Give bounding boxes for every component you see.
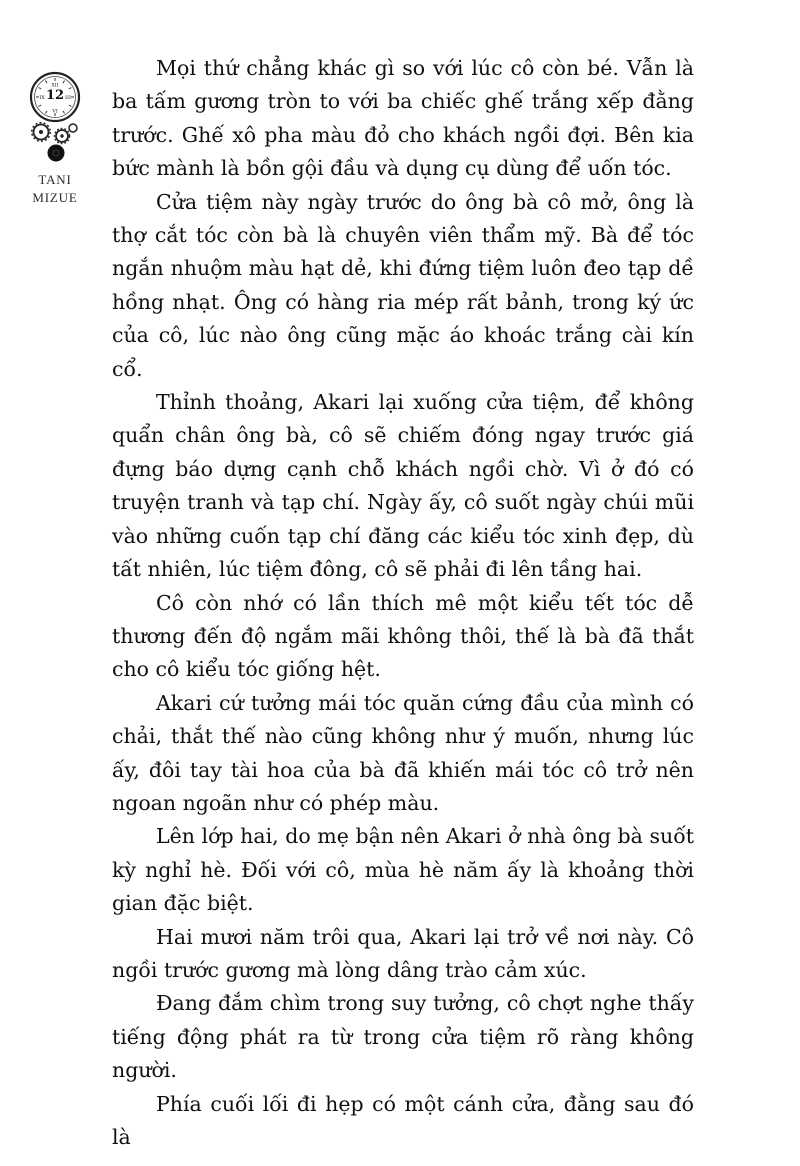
paragraph: Cửa tiệm này ngày trước do ông bà cô mở, ông là thợ cắt tóc còn bà là chuyên viên thẩm mỹ. Bà để tóc ngắn nhuộm màu hạt dẻ, khi đứng tiệm luôn đeo tạp dề hồng nhạt. Ông có hàng ria mép rất bảnh, trong ký ức của cô, lúc nào ông cũng mặc áo khoác trắng cài kín cổ. (112, 189, 694, 381)
page-text (112, 52, 694, 1154)
paragraph: Mọi thứ chẳng khác gì so với lúc cô còn bé. Vẫn là ba tấm gương tròn to với ba chiếc ghế trắng xếp đằng trước. Ghế xô pha màu đỏ cho khách ngồi đợi. Bên kia bức mành là bồn gội đầu và dụng cụ dùng để uốn tóc. (112, 56, 694, 181)
clock-numeral-vi: VI (52, 108, 58, 115)
author-name-line1: TANI (38, 172, 72, 187)
paragraph: Thỉnh thoảng, Akari lại xuống cửa tiệm, để không quẩn chân ông bà, cô sẽ chiếm đóng ngay trước giá đựng báo dựng cạnh chỗ khách ngồi chờ. Vì ở đó có truyện tranh và tạp chí. Ngày ấy, cô suốt ngày chúi mũi vào những cuốn tạp chí đăng các kiểu tóc xinh đẹp, dù tất nhiên, lúc tiệm đông, cô sẽ phải đi lên tầng hai. (112, 390, 694, 582)
author-name-line2: MIZUE (32, 190, 78, 206)
paragraph: Lên lớp hai, do mẹ bận nên Akari ở nhà ông bà suốt kỳ nghỉ hè. Đối với cô, mùa hè năm ấy là khoảng thời gian đặc biệt. (112, 824, 694, 916)
author-name (32, 171, 77, 207)
paragraph: Akari cứ tưởng mái tóc quăn cứng đầu của mình có chải, thắt thế nào cũng không như ý muốn, nhưng lúc ấy, đôi tay tài hoa của bà đã khiến mái tóc cô trở nên ngoan ngoãn như có phép màu. (112, 690, 694, 815)
clock-numeral-xii: XII (51, 82, 59, 89)
paragraph: Đang đắm chìm trong suy tưởng, cô chợt nghe thấy tiếng động phát ra từ trong cửa tiệm rõ ràng không người. (112, 991, 694, 1083)
paragraph: Hai mươi năm trôi qua, Akari lại trở về nơi này. Cô ngồi trước gương mà lòng dâng trào cảm xúc. (112, 924, 694, 982)
clock-emblem-icon (25, 70, 85, 164)
clock-numeral-iii: III (65, 95, 71, 101)
page-margin (20, 70, 90, 207)
clock-numeral-ix: IX (39, 95, 45, 101)
paragraph: Phía cuối lối đi hẹp có một cánh cửa, đằng sau đó là (112, 1091, 694, 1149)
clock-gears-icon (25, 70, 85, 164)
page-number: 12 (45, 88, 65, 103)
paragraph: Cô còn nhớ có lần thích mê một kiểu tết tóc dễ thương đến độ ngắm mãi không thôi, thế là bà đã thắt cho cô kiểu tóc giống hệt. (112, 590, 694, 682)
